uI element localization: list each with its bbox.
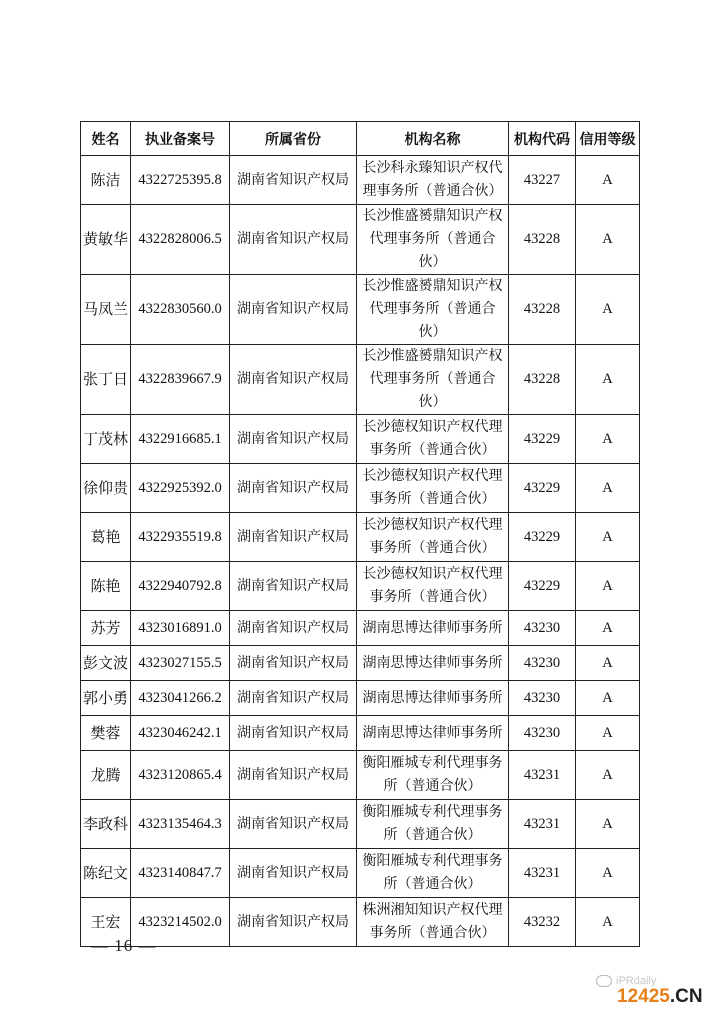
cell-record-no: 4322828006.5 (131, 205, 230, 275)
cell-org-name: 湖南思博达律师事务所 (357, 646, 509, 681)
cell-province: 湖南省知识产权局 (230, 849, 357, 898)
cell-org-name: 长沙科永臻知识产权代理事务所（普通合伙） (357, 156, 509, 205)
cell-org-code: 43228 (509, 345, 576, 415)
table-row (81, 562, 640, 611)
header-record-no: 执业备案号 (131, 122, 230, 156)
cell-credit-grade: A (576, 646, 640, 681)
cell-org-code: 43230 (509, 611, 576, 646)
cell-credit-grade: A (576, 751, 640, 800)
cell-record-no: 4322940792.8 (131, 562, 230, 611)
cell-record-no: 4322925392.0 (131, 464, 230, 513)
table-header-row (81, 122, 640, 156)
cell-province: 湖南省知识产权局 (230, 611, 357, 646)
table-row (81, 646, 640, 681)
cell-org-code: 43231 (509, 849, 576, 898)
cell-org-code: 43229 (509, 464, 576, 513)
cell-org-code: 43229 (509, 415, 576, 464)
cell-org-code: 43231 (509, 800, 576, 849)
cell-province: 湖南省知识产权局 (230, 464, 357, 513)
cell-record-no: 4323046242.1 (131, 716, 230, 751)
table-row (81, 800, 640, 849)
cell-record-no: 4323140847.7 (131, 849, 230, 898)
cell-org-code: 43232 (509, 898, 576, 947)
cell-province: 湖南省知识产权局 (230, 800, 357, 849)
cell-credit-grade: A (576, 156, 640, 205)
cell-credit-grade: A (576, 562, 640, 611)
cell-org-name: 长沙德权知识产权代理事务所（普通合伙） (357, 464, 509, 513)
cell-province: 湖南省知识产权局 (230, 562, 357, 611)
cell-record-no: 4322725395.8 (131, 156, 230, 205)
cell-credit-grade: A (576, 513, 640, 562)
cell-credit-grade: A (576, 275, 640, 345)
site-logo (617, 986, 703, 1008)
cell-name: 彭文波 (81, 646, 131, 681)
cell-credit-grade: A (576, 800, 640, 849)
cell-record-no: 4323027155.5 (131, 646, 230, 681)
cell-province: 湖南省知识产权局 (230, 275, 357, 345)
cell-name: 张丁日 (81, 345, 131, 415)
cell-org-name: 株洲湘知知识产权代理事务所（普通合伙） (357, 898, 509, 947)
table-row (81, 716, 640, 751)
cell-org-name: 长沙德权知识产权代理事务所（普通合伙） (357, 562, 509, 611)
cell-province: 湖南省知识产权局 (230, 716, 357, 751)
table-row (81, 681, 640, 716)
cell-record-no: 4323214502.0 (131, 898, 230, 947)
cell-record-no: 4322839667.9 (131, 345, 230, 415)
cell-name: 马凤兰 (81, 275, 131, 345)
watermark-text: iPRdaily (616, 975, 657, 987)
cell-org-code: 43230 (509, 716, 576, 751)
cell-name: 李政科 (81, 800, 131, 849)
cell-province: 湖南省知识产权局 (230, 898, 357, 947)
cell-name: 苏芳 (81, 611, 131, 646)
cell-record-no: 4323135464.3 (131, 800, 230, 849)
cell-record-no: 4322935519.8 (131, 513, 230, 562)
cell-province: 湖南省知识产权局 (230, 646, 357, 681)
cell-credit-grade: A (576, 205, 640, 275)
cell-credit-grade: A (576, 611, 640, 646)
credit-rating-table (80, 121, 640, 947)
cell-name: 龙腾 (81, 751, 131, 800)
cell-org-name: 湖南思博达律师事务所 (357, 716, 509, 751)
table-row (81, 898, 640, 947)
cell-province: 湖南省知识产权局 (230, 513, 357, 562)
cell-credit-grade: A (576, 898, 640, 947)
cell-name: 徐仰贵 (81, 464, 131, 513)
cell-record-no: 4323041266.2 (131, 681, 230, 716)
table-row (81, 464, 640, 513)
cell-credit-grade: A (576, 415, 640, 464)
cell-name: 郭小勇 (81, 681, 131, 716)
cell-credit-grade: A (576, 849, 640, 898)
table-row (81, 513, 640, 562)
cell-org-name: 长沙德权知识产权代理事务所（普通合伙） (357, 415, 509, 464)
cell-org-code: 43228 (509, 275, 576, 345)
table-row (81, 345, 640, 415)
cell-credit-grade: A (576, 716, 640, 751)
cell-name: 陈洁 (81, 156, 131, 205)
cell-org-name: 衡阳雁城专利代理事务所（普通合伙） (357, 849, 509, 898)
cell-org-code: 43229 (509, 513, 576, 562)
cell-record-no: 4322916685.1 (131, 415, 230, 464)
cell-name: 陈纪文 (81, 849, 131, 898)
cell-province: 湖南省知识产权局 (230, 205, 357, 275)
header-org-code: 机构代码 (509, 122, 576, 156)
cell-org-code: 43230 (509, 681, 576, 716)
cell-org-name: 长沙德权知识产权代理事务所（普通合伙） (357, 513, 509, 562)
cell-name: 陈艳 (81, 562, 131, 611)
table-row (81, 751, 640, 800)
cell-province: 湖南省知识产权局 (230, 415, 357, 464)
cell-org-code: 43230 (509, 646, 576, 681)
cell-name: 樊蓉 (81, 716, 131, 751)
cell-province: 湖南省知识产权局 (230, 156, 357, 205)
cell-credit-grade: A (576, 464, 640, 513)
table-row (81, 275, 640, 345)
cell-credit-grade: A (576, 681, 640, 716)
site-logo-tld: .CN (669, 986, 703, 1007)
cell-org-name: 长沙惟盛赟鼎知识产权代理事务所（普通合伙） (357, 345, 509, 415)
header-province: 所属省份 (230, 122, 357, 156)
table-row (81, 611, 640, 646)
cell-org-name: 衡阳雁城专利代理事务所（普通合伙） (357, 751, 509, 800)
cell-org-name: 长沙惟盛赟鼎知识产权代理事务所（普通合伙） (357, 275, 509, 345)
cell-org-code: 43228 (509, 205, 576, 275)
table-row (81, 415, 640, 464)
cell-name: 葛艳 (81, 513, 131, 562)
cell-name: 黄敏华 (81, 205, 131, 275)
header-credit-grade: 信用等级 (576, 122, 640, 156)
cell-org-name: 长沙惟盛赟鼎知识产权代理事务所（普通合伙） (357, 205, 509, 275)
cell-province: 湖南省知识产权局 (230, 345, 357, 415)
cell-org-name: 湖南思博达律师事务所 (357, 681, 509, 716)
cell-org-code: 43227 (509, 156, 576, 205)
header-name: 姓名 (81, 122, 131, 156)
cell-record-no: 4322830560.0 (131, 275, 230, 345)
table-row (81, 205, 640, 275)
cell-name: 丁茂林 (81, 415, 131, 464)
cell-org-code: 43229 (509, 562, 576, 611)
cell-org-name: 衡阳雁城专利代理事务所（普通合伙） (357, 800, 509, 849)
table-row (81, 156, 640, 205)
cell-org-code: 43231 (509, 751, 576, 800)
page-number: — 16 — (91, 936, 157, 955)
site-logo-number: 12425 (617, 986, 670, 1007)
cell-record-no: 4323120865.4 (131, 751, 230, 800)
cell-record-no: 4323016891.0 (131, 611, 230, 646)
table-row (81, 849, 640, 898)
cell-org-name: 湖南思博达律师事务所 (357, 611, 509, 646)
wechat-icon (596, 975, 612, 987)
header-org-name: 机构名称 (357, 122, 509, 156)
cell-name: 王宏 (81, 898, 131, 947)
cell-province: 湖南省知识产权局 (230, 751, 357, 800)
cell-credit-grade: A (576, 345, 640, 415)
cell-province: 湖南省知识产权局 (230, 681, 357, 716)
